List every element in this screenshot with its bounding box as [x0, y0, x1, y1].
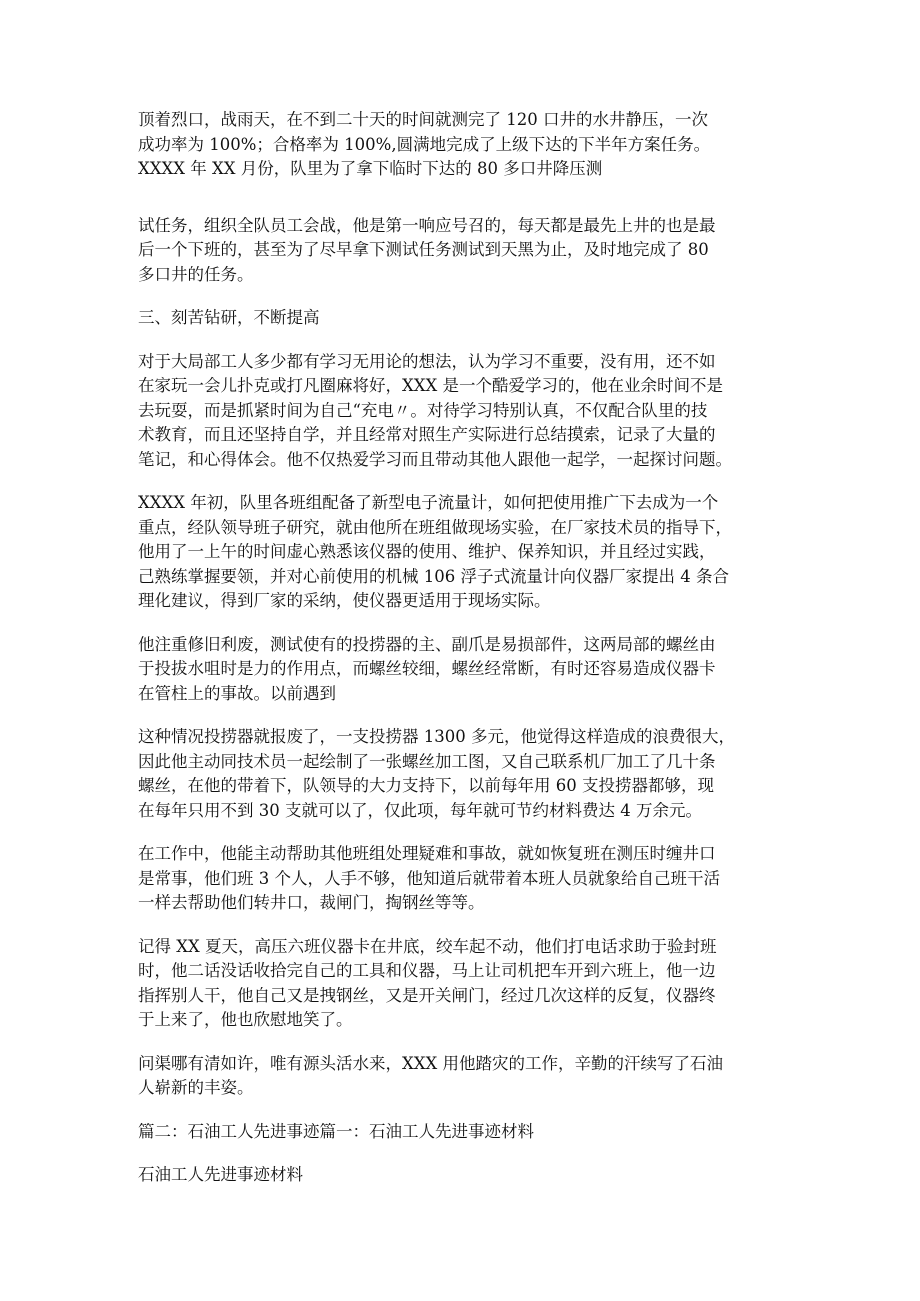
- text-line: 后一个下班的，甚至为了尽早拿下测试任务测试到天黑为止，及时地完成了 80: [138, 240, 709, 259]
- text-line: 螺丝，在他的带着下，队领导的大力支持下，以前每年用 60 支投捞器都够，现: [138, 776, 714, 795]
- text-line: 成功率为 100%；合格率为 100%,圆满地完成了上级下达的下半年方案任务。: [138, 134, 711, 154]
- text-line: XXXX 年 XX 月份，队里为了拿下临时下达的 80 多口井降压测: [138, 159, 603, 178]
- text-line: 问渠哪有清如许，唯有源头活水来，XXX 用他踏灾的工作，辛勤的汗续写了石油: [138, 1053, 723, 1073]
- text-line: 人崭新的丰姿。: [138, 1078, 254, 1097]
- text-line: 理化建议，得到厂家的采纳，使仪器更适用于现场实际。: [138, 591, 551, 610]
- text-line: 一样去帮助他们转井口，裁闸门，掏钢丝等等。: [138, 893, 485, 912]
- paragraph: [138, 842, 788, 916]
- text-line: 他注重修旧利废，测试使有的投捞器的主、副爪是易损部件，这两局部的螺丝由: [138, 634, 716, 654]
- text-line: 在每年只用不到 30 支就可以了，仅此项，每年就可节约材料费达 4 万余元。: [138, 800, 702, 820]
- paragraph: [138, 214, 788, 288]
- paragraph: [138, 350, 788, 473]
- text-line: 他用了一上午的时间虚心熟悉该仪器的使用、维护、保养知识，并且经过实践，: [138, 542, 716, 561]
- text-line: 多口井的任务。: [138, 264, 254, 284]
- text-line: 三、刻苦钻研，不断提高: [138, 308, 320, 327]
- section-heading: [138, 306, 788, 331]
- text-line: 于上来了，他也欣慰地笑了。: [138, 1010, 353, 1029]
- text-line: 篇二：石油工人先进事迹篇一：石油工人先进事迹材料: [138, 1121, 534, 1141]
- text-line: 去玩耍，而是抓紧时间为自己“充电〃。对待学习特别认真，不仅配合队里的技: [138, 400, 708, 420]
- text-line: 指挥别人干，他自己又是拽钢丝，又是开关闸门，经过几次这样的反复，仪器终: [138, 985, 716, 1005]
- section-heading: [138, 1120, 788, 1145]
- paragraph: [138, 108, 788, 182]
- document-title: [138, 1163, 788, 1188]
- text-line: 是常事，他们班 3 个人，人手不够，他知道后就带着本班人员就象给自己班干活: [138, 868, 720, 888]
- paragraph: [138, 633, 788, 707]
- text-line: 重点，经队领导班子研究，就由他所在班组做现场实验，在厂家技术员的指导下，: [138, 517, 732, 537]
- text-line: 于投拔水咀时是力的作用点，而螺丝较细，螺丝经常断，有时还容易造成仪器卡: [138, 659, 716, 678]
- paragraph: [138, 935, 788, 1033]
- text-line: 在工作中，他能主动帮助其他班组处理疑难和事故，就如恢复班在测压时缠井口: [138, 844, 716, 863]
- text-line: 试任务，组织全队员工会战，他是第一响应号召的，每天都是最先上井的也是最: [138, 215, 716, 235]
- text-line: 己熟练掌握要领，并对心前使用的机械 106 浮子式流量计向仪器厂家提出 4 条合: [138, 566, 729, 586]
- text-line: 对于大局部工人多少都有学习无用论的想法，认为学习不重要，没有用，还不如: [138, 351, 716, 371]
- paragraph: [138, 491, 788, 614]
- text-line: 在管柱上的事故。以前遇到: [138, 683, 336, 703]
- text-line: 笔记，和心得体会。他不仅热爱学习而且带动其他人跟他一起学，一起探讨问题。: [138, 449, 732, 469]
- text-line: 顶着烈口，战雨天，在不到二十天的时间就测完了 120 口井的水井静压，一次: [138, 110, 708, 129]
- text-line: 记得 XX 夏天，高压六班仪器卡在井底，绞车起不动，他们打电话求助于验封班: [138, 936, 717, 956]
- paragraph-gap: [138, 182, 788, 214]
- text-line: 时，他二话没话收拾完自己的工具和仪器，马上让司机把车开到六班上，他一边: [138, 961, 716, 980]
- paragraph: [138, 1052, 788, 1101]
- text-line: 术教育，而且还坚持自学，并且经常对照生产实际进行总结摸索，记录了大量的: [138, 425, 716, 444]
- text-line: XXXX 年初，队里各班组配备了新型电子流量计，如何把使用推广下去成为一个: [138, 493, 719, 512]
- paragraph: [138, 725, 788, 823]
- text-line: 石油工人先进事迹材料: [138, 1165, 303, 1184]
- text-line: 这种情况投捞器就报废了，一支投捞器 1300 多元，他觉得这样造成的浪费很大，: [138, 727, 735, 746]
- document-body: [138, 108, 788, 1207]
- text-line: 在家玩一会儿扑克或打凡圈麻将好，XXX 是一个酷爱学习的，他在业余时间不是: [138, 376, 723, 395]
- text-line: 因此他主动同技术员一起绘制了一张螺丝加工图，又自己联系机厂加工了几十条: [138, 751, 716, 771]
